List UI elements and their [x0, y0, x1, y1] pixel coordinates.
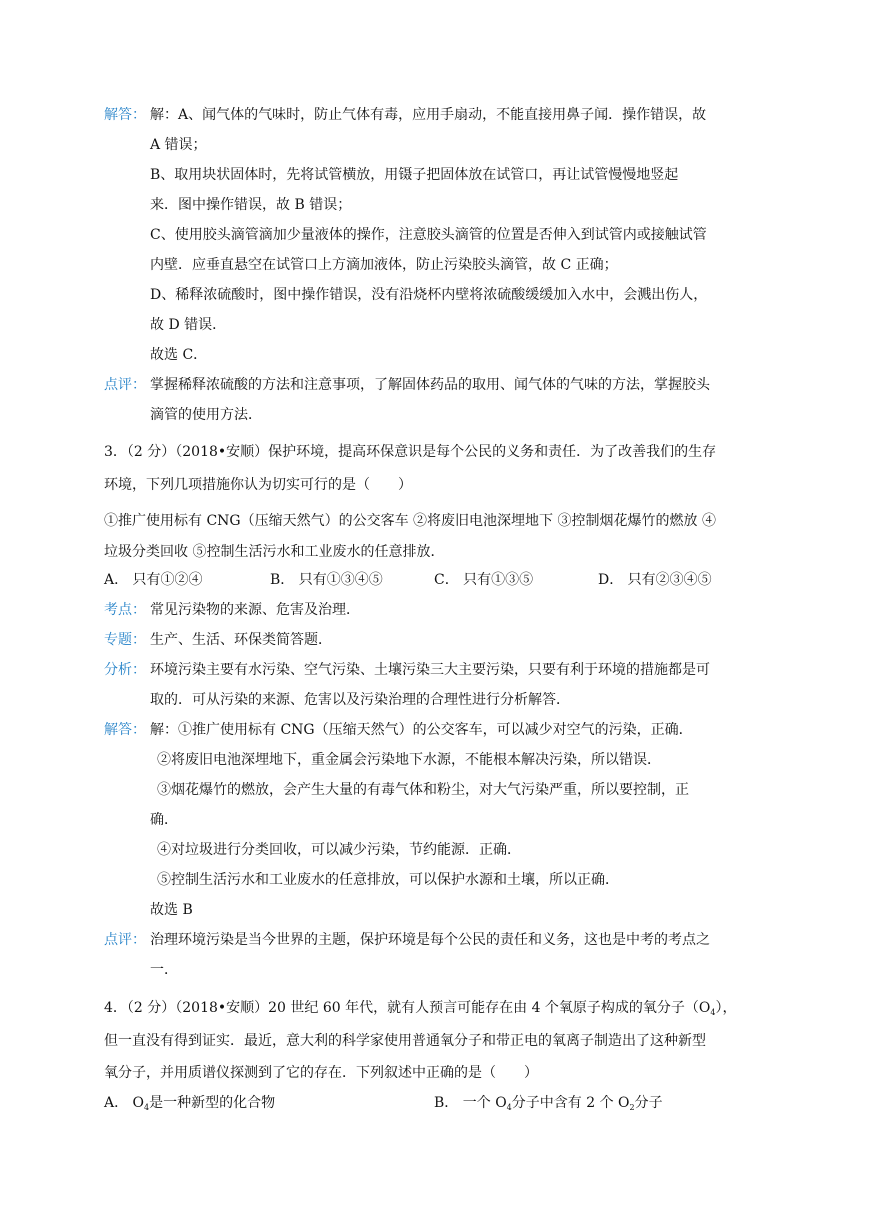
- dianping-line: 一．: [150, 962, 178, 978]
- comment-line: 掌握稀释浓硫酸的方法和注意事项，了解固体药品的取用、闻气体的气味的方法，掌握胶头: [150, 377, 710, 393]
- fenxi-label: 分析：: [104, 662, 146, 678]
- q4-option-b: B． 一个 $O_4$分子中含有 2 个 $O_2$分子: [434, 1095, 663, 1112]
- comment-label: 点评：: [104, 377, 146, 393]
- dianping-label: 点评：: [104, 932, 146, 948]
- q4-stem: 4．（2 分）（2018•安顺）20 世纪 60 年代，就有人预言可能存在由 4 个氧原子构成的氧分子$(O_4)$，: [104, 1000, 737, 1017]
- q3-option-a: A． 只有①②④: [104, 572, 203, 588]
- jieda-line: ④对垃圾进行分类回收，可以减少污染，节约能源．正确．: [157, 842, 521, 858]
- jieda-line: ⑤控制生活污水和工业废水的任意排放，可以保护水源和土壤，所以正确．: [157, 872, 619, 888]
- q3-option-d: D． 只有②③④⑤: [598, 572, 712, 588]
- fenxi-line: 环境污染主要有水污染、空气污染、土壤污染三大主要污染，只要有利于环境的措施都是可: [150, 662, 710, 678]
- jieda-label: 解答：: [104, 722, 146, 738]
- q3-stem: 垃圾分类回收 ⑤控制生活污水和工业废水的任意排放．: [104, 544, 445, 560]
- solution-line: C、使用胶头滴管滴加少量液体的操作，注意胶头滴管的位置是否伸入到试管内或接触试管: [150, 227, 707, 243]
- q3-stem: 环境，下列几项措施你认为切实可行的是（ ）: [104, 477, 412, 493]
- solution-line: 内壁．应垂直悬空在试管口上方滴加液体，防止污染胶头滴管，故 C 正确；: [150, 257, 618, 273]
- q3-option-c: C． 只有①③⑤: [434, 572, 534, 588]
- q4-stem: 氧分子，并用质谱仪探测到了它的存在．下列叙述中正确的是（ ）: [104, 1065, 538, 1081]
- kaodian-label: 考点：: [104, 602, 146, 618]
- solution-line: D、稀释浓硫酸时，图中操作错误，没有沿烧杯内壁将浓硫酸缓缓加入水中，会溅出伤人，: [150, 287, 708, 303]
- solution-line: 故 D 错误．: [150, 317, 227, 333]
- fenxi-line: 取的．可从污染的来源、危害以及污染治理的合理性进行分析解答．: [150, 692, 570, 708]
- jieda-line: 故选 B: [150, 902, 193, 918]
- solution-line: A 错误；: [150, 137, 207, 153]
- kaodian-text: 常见污染物的来源、危害及治理．: [150, 602, 360, 618]
- jieda-line: ③烟花爆竹的燃放，会产生大量的有毒气体和粉尘，对大气污染严重，所以要控制，正: [157, 782, 689, 798]
- zhuanti-label: 专题：: [104, 632, 146, 648]
- jieda-line: ②将废旧电池深埋地下，重金属会污染地下水源，不能根本解决污染，所以错误．: [157, 752, 661, 768]
- solution-line: 故选 C．: [150, 347, 208, 363]
- dianping-line: 治理环境污染是当今世界的主题，保护环境是每个公民的责任和义务，这也是中考的考点之: [150, 932, 710, 948]
- jieda-line: 解：①推广使用标有 CNG（压缩天然气）的公交客车，可以减少对空气的污染，正确．: [150, 722, 693, 738]
- solution-line: B、取用块状固体时，先将试管横放，用镊子把固体放在试管口，再让试管慢慢地竖起: [150, 167, 679, 183]
- q4-stem: 但一直没有得到证实．最近，意大利的科学家使用普通氧分子和带正电的氧离子制造出了这种新型: [104, 1033, 706, 1049]
- q3-option-b: B． 只有①③④⑤: [270, 572, 383, 588]
- solution-line: 来．图中操作错误，故 B 错误；: [150, 197, 352, 213]
- q3-stem: 3．（2 分）（2018•安顺）保护环境，提高环保意识是每个公民的义务和责任．为了改善我们的生存: [104, 444, 717, 460]
- q4-option-a: A． $O_4$是一种新型的化合物: [104, 1095, 276, 1112]
- zhuanti-text: 生产、生活、环保类简答题．: [150, 632, 332, 648]
- solution-line: 解：A、闻气体的气味时，防止气体有毒，应用手扇动，不能直接用鼻子闻．操作错误，故: [150, 107, 707, 123]
- comment-line: 滴管的使用方法．: [150, 407, 262, 423]
- solution-label: 解答：: [104, 107, 146, 123]
- jieda-line: 确．: [150, 812, 178, 828]
- q3-stem: ①推广使用标有 CNG（压缩天然气）的公交客车 ②将废旧电池深埋地下 ③控制烟花爆竹的燃放 ④: [104, 513, 716, 529]
